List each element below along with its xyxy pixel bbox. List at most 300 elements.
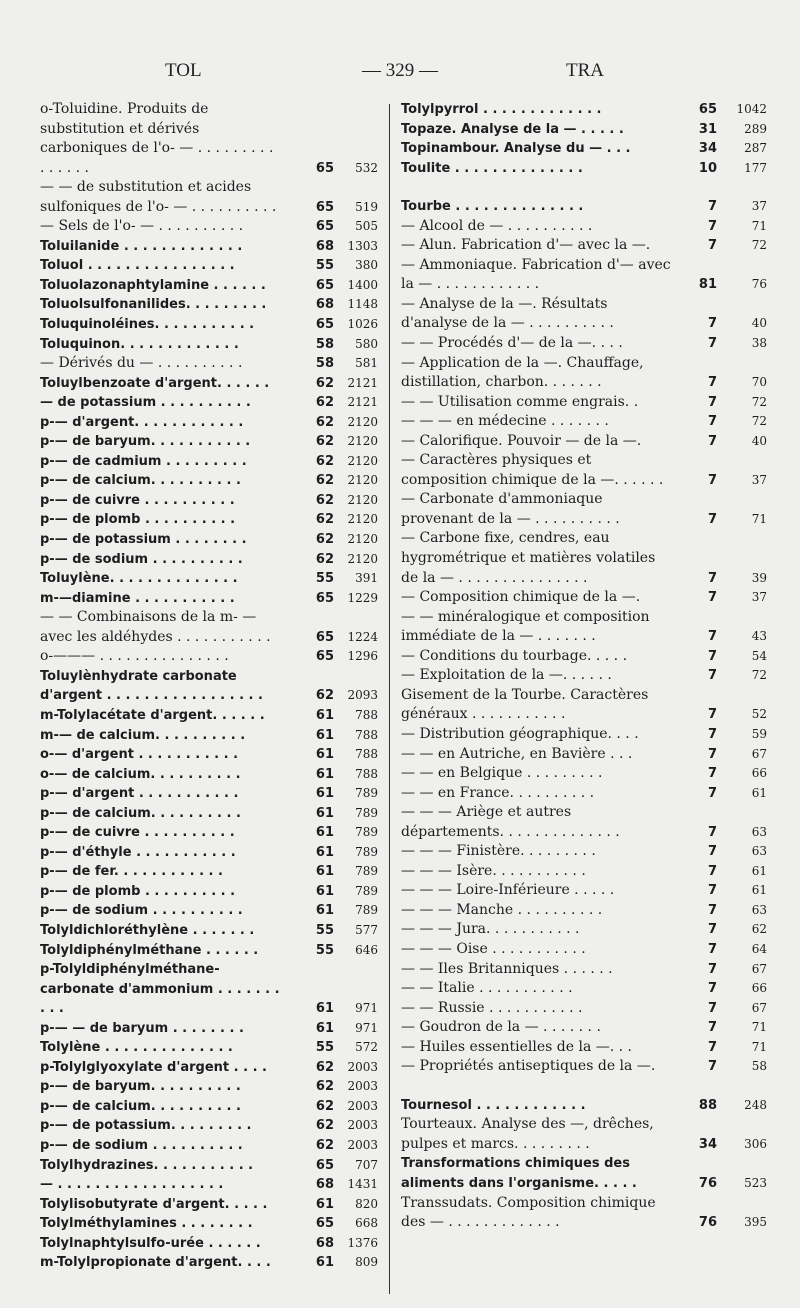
index-entry	[401, 354, 767, 393]
index-entry	[40, 667, 380, 706]
entry-page: 64	[751, 941, 767, 956]
header-left-keyword: TOL	[165, 60, 202, 81]
index-entry	[40, 843, 380, 863]
entry-page: 59	[751, 726, 767, 741]
entry-volume: 61	[315, 1196, 334, 1212]
entry-text: — Alcool de — . . . . . . . . . .	[401, 217, 593, 234]
index-entry	[401, 159, 767, 179]
index-entry	[401, 608, 767, 647]
entry-page: 1224	[347, 629, 378, 644]
index-entry	[40, 784, 380, 804]
entry-volume: 88	[698, 1097, 717, 1113]
entry-volume: 68	[315, 1235, 334, 1251]
entry-page: 971	[355, 1001, 378, 1016]
entry-text: — Ammoniaque. Fabrication d'— avec la — . . . . . . . . . . . .	[401, 256, 671, 293]
index-entry	[401, 588, 767, 608]
index-entry	[401, 901, 767, 921]
entry-text: p-— de fer. . . . . . . . . . . .	[40, 864, 223, 880]
entry-volume: 61	[315, 864, 334, 880]
entry-page: 177	[744, 160, 767, 175]
entry-volume: 58	[315, 356, 334, 372]
entry-page: 71	[751, 1039, 767, 1054]
entry-volume: 68	[315, 297, 334, 313]
entry-text: — — — Finistère. . . . . . . . .	[401, 843, 596, 860]
entry-text: p-— de plomb . . . . . . . . . .	[40, 883, 236, 899]
entry-page: 577	[355, 922, 378, 937]
entry-volume: 62	[315, 395, 334, 411]
entry-page: 63	[751, 902, 767, 917]
entry-page: 39	[751, 570, 767, 585]
entry-text: Toluylènhydrate carbonate d'argent . . . . . . . . . . . . . . . . .	[40, 668, 263, 704]
entry-volume: 7	[707, 824, 717, 840]
entry-page: 380	[355, 258, 378, 273]
index-entry	[40, 1097, 380, 1117]
index-entry	[40, 413, 380, 433]
entry-page: 788	[355, 747, 378, 762]
entry-volume: 7	[707, 316, 717, 332]
entry-text: p-— de sodium . . . . . . . . . .	[40, 551, 243, 567]
entry-text: — de potassium . . . . . . . . . .	[40, 395, 251, 411]
entry-text: p-— de sodium . . . . . . . . . .	[40, 1137, 243, 1153]
entry-text: Toluylène. . . . . . . . . . . . . .	[40, 571, 238, 587]
entry-text: p-— de calcium. . . . . . . . . .	[40, 1098, 241, 1114]
index-entry	[40, 882, 380, 902]
entry-page: 1148	[347, 297, 378, 312]
entry-volume: 61	[315, 766, 334, 782]
entry-volume: 61	[315, 805, 334, 821]
entry-volume: 7	[707, 570, 717, 586]
entry-text: Tourbe . . . . . . . . . . . . . .	[401, 199, 584, 215]
entry-page: 1431	[347, 1177, 378, 1192]
index-entry	[40, 354, 380, 374]
entry-page: 2120	[347, 492, 378, 507]
entry-volume: 62	[315, 688, 334, 704]
entry-volume: 7	[707, 1000, 717, 1016]
entry-text: — Exploitation de la —. . . . . .	[401, 667, 612, 684]
index-entry	[40, 1253, 380, 1273]
index-entry	[401, 979, 767, 999]
entry-text: — Composition chimique de la —.	[401, 589, 641, 606]
index-entry	[401, 881, 767, 901]
entry-text: — Calorifique. Pouvoir — de la —.	[401, 432, 642, 449]
entry-volume: 65	[315, 1216, 334, 1232]
entry-text: Toulite . . . . . . . . . . . . . .	[401, 160, 583, 176]
entry-volume: 58	[315, 336, 334, 352]
entry-volume: 55	[315, 571, 334, 587]
entry-volume: 61	[315, 883, 334, 899]
entry-text: Tolylméthylamines . . . . . . . .	[40, 1216, 253, 1232]
entry-volume: 7	[707, 511, 717, 527]
index-entry	[401, 490, 767, 529]
entry-page: 789	[355, 844, 378, 859]
entry-volume: 65	[315, 649, 334, 665]
index-entry	[40, 1116, 380, 1136]
index-entry	[401, 940, 767, 960]
index-entry	[401, 666, 767, 686]
entry-volume: 55	[315, 942, 334, 958]
entry-text: p-— de cadmium . . . . . . . . .	[40, 453, 247, 469]
index-entry	[401, 236, 767, 256]
index-entry	[40, 237, 380, 257]
entry-text: o-— de calcium. . . . . . . . . .	[40, 766, 241, 782]
index-entry	[401, 1057, 767, 1077]
index-entry	[40, 256, 380, 276]
entry-text: — — de substitution et acides sulfoniques de l'o- — . . . . . . . . . .	[40, 179, 277, 215]
index-entry	[401, 1038, 767, 1058]
index-entry	[401, 1096, 767, 1116]
entry-page: 668	[355, 1216, 378, 1231]
entry-page: 1376	[347, 1235, 378, 1250]
index-entry	[40, 921, 380, 941]
index-entry	[40, 941, 380, 961]
index-column-right	[401, 100, 767, 1233]
entry-page: 37	[751, 472, 767, 487]
entry-text: — — Utilisation comme engrais. .	[401, 393, 639, 410]
entry-text: Tolylnaphtylsulfo-urée . . . . . .	[40, 1235, 261, 1251]
index-entry	[40, 706, 380, 726]
entry-page: 2121	[347, 375, 378, 390]
index-entry	[401, 647, 767, 667]
entry-volume: 7	[707, 648, 717, 664]
index-entry	[401, 217, 767, 237]
entry-page: 820	[355, 1196, 378, 1211]
entry-text: p-— de potassium. . . . . . . . .	[40, 1118, 252, 1134]
index-entry	[401, 745, 767, 765]
entry-volume: 61	[315, 825, 334, 841]
entry-text: m-— de calcium. . . . . . . . . .	[40, 727, 246, 743]
entry-volume: 61	[315, 1001, 334, 1017]
entry-text: m-Tolylacétate d'argent. . . . . .	[40, 707, 265, 723]
entry-page: 646	[355, 942, 378, 957]
entry-text: — — — en médecine . . . . . . .	[401, 413, 609, 430]
entry-page: 395	[744, 1215, 767, 1230]
index-entry	[401, 764, 767, 784]
entry-volume: 62	[315, 1079, 334, 1095]
header-right-keyword: TRA	[566, 60, 604, 81]
entry-page: 2003	[347, 1079, 378, 1094]
entry-text: — Carbonate d'ammoniaque provenant de la — . . . . . . . . . .	[401, 491, 620, 527]
index-entry	[401, 784, 767, 804]
entry-text: Tolylène . . . . . . . . . . . . . .	[40, 1040, 233, 1056]
index-entry	[401, 412, 767, 432]
entry-text: o-Toluidine. Produits de substitution et dérivés carboniques de l'o- — . . . . . . . . . . . . . . .	[40, 101, 274, 176]
index-entry	[40, 1077, 380, 1097]
entry-text: p-— de sodium . . . . . . . . . .	[40, 903, 243, 919]
entry-page: 788	[355, 727, 378, 742]
entry-page: 72	[751, 668, 767, 683]
entry-text: p-— de calcium. . . . . . . . . .	[40, 805, 241, 821]
entry-volume: 65	[315, 1157, 334, 1173]
entry-page: 2093	[347, 688, 378, 703]
entry-volume: 76	[698, 1215, 717, 1231]
entry-page: 72	[751, 414, 767, 429]
entry-volume: 61	[315, 786, 334, 802]
entry-text: Transsudats. Composition chimique des — . . . . . . . . . . . . .	[401, 1194, 656, 1231]
entry-text: p-— de baryum. . . . . . . . . . .	[40, 434, 251, 450]
index-entry	[401, 432, 767, 452]
entry-volume: 10	[698, 160, 717, 176]
entry-page: 2003	[347, 1059, 378, 1074]
entry-volume: 61	[315, 903, 334, 919]
index-entry	[401, 529, 767, 588]
entry-page: 62	[751, 922, 767, 937]
entry-text: p-— d'éthyle . . . . . . . . . . .	[40, 844, 236, 860]
entry-volume: 7	[707, 1039, 717, 1055]
entry-volume: 62	[315, 551, 334, 567]
entry-volume: 55	[315, 922, 334, 938]
index-entry	[40, 550, 380, 570]
index-entry	[40, 647, 380, 667]
entry-text: p-— d'argent . . . . . . . . . . .	[40, 786, 239, 802]
entry-volume: 7	[707, 472, 717, 488]
entry-volume: 62	[315, 532, 334, 548]
entry-page: 61	[751, 785, 767, 800]
entry-volume: 7	[707, 883, 717, 899]
entry-volume: 62	[315, 473, 334, 489]
entry-text: Tolyldiphénylméthane . . . . . .	[40, 942, 259, 958]
index-entry	[401, 1018, 767, 1038]
entry-page: 63	[751, 844, 767, 859]
entry-page: 306	[744, 1136, 767, 1151]
entry-text: p-— de potassium . . . . . . . .	[40, 532, 247, 548]
entry-text: Topaze. Analyse de la — . . . . .	[401, 121, 624, 137]
entry-volume: 62	[315, 1118, 334, 1134]
entry-text: m-Tolylpropionate d'argent. . . .	[40, 1255, 271, 1271]
entry-page: 505	[355, 219, 378, 234]
entry-volume: 65	[315, 199, 334, 215]
entry-volume: 7	[707, 766, 717, 782]
index-entry	[40, 726, 380, 746]
entry-page: 523	[744, 1175, 767, 1190]
entry-volume: 7	[707, 902, 717, 918]
entry-text: — — — Ariège et autres départements. . . . . . . . . . . . . .	[401, 804, 620, 840]
entry-text: p-Tolyldiphénylméthane-carbonate d'ammonium . . . . . . . . . .	[40, 962, 280, 1017]
entry-volume: 61	[315, 1255, 334, 1271]
entry-text: — — — Isère. . . . . . . . . . .	[401, 862, 586, 879]
index-entry	[40, 608, 380, 647]
index-entry	[401, 451, 767, 490]
index-entry	[40, 589, 380, 609]
entry-text: o-— d'argent . . . . . . . . . . .	[40, 747, 239, 763]
index-entry	[40, 765, 380, 785]
entry-volume: 7	[707, 785, 717, 801]
entry-text: — — — Manche . . . . . . . . . .	[401, 901, 603, 918]
entry-text: p-— — de baryum . . . . . . . .	[40, 1020, 244, 1036]
index-entry	[401, 393, 767, 413]
entry-page: 52	[751, 707, 767, 722]
index-entry	[40, 491, 380, 511]
entry-page: 2120	[347, 551, 378, 566]
entry-page: 61	[751, 883, 767, 898]
index-entry	[40, 1136, 380, 1156]
entry-volume: 61	[315, 844, 334, 860]
entry-page: 2003	[347, 1118, 378, 1133]
entry-volume: 65	[315, 160, 334, 176]
entry-text: — — Russie . . . . . . . . . . .	[401, 999, 583, 1016]
entry-page: 2120	[347, 473, 378, 488]
entry-page: 789	[355, 903, 378, 918]
entry-text: — — en Autriche, en Bavière . . .	[401, 745, 633, 762]
entry-page: 532	[355, 160, 378, 175]
index-entry	[40, 569, 380, 589]
entry-volume: 7	[707, 746, 717, 762]
entry-page: 72	[751, 238, 767, 253]
entry-volume: 7	[707, 707, 717, 723]
index-entry	[401, 256, 767, 295]
entry-text: m-—diamine . . . . . . . . . . .	[40, 590, 235, 606]
entry-page: 2120	[347, 414, 378, 429]
entry-page: 40	[751, 433, 767, 448]
entry-volume: 62	[315, 453, 334, 469]
entry-text: p-Tolylglyoxylate d'argent . . . .	[40, 1059, 267, 1075]
entry-page: 76	[751, 277, 767, 292]
entry-volume: 55	[315, 1040, 334, 1056]
entry-page: 66	[751, 766, 767, 781]
index-entry	[40, 374, 380, 394]
entry-page: 2120	[347, 512, 378, 527]
index-entry	[40, 1038, 380, 1058]
index-entry	[40, 862, 380, 882]
entry-page: 67	[751, 746, 767, 761]
entry-text: — Caractères physiques et composition chimique de la —. . . . . .	[401, 452, 664, 488]
entry-text: Tournesol . . . . . . . . . . . .	[401, 1097, 586, 1113]
entry-text: p-— de plomb . . . . . . . . . .	[40, 512, 236, 528]
entry-page: 289	[744, 121, 767, 136]
entry-text: p-— de baryum. . . . . . . . . .	[40, 1079, 241, 1095]
entry-page: 1026	[347, 317, 378, 332]
entry-text: — — Italie . . . . . . . . . . .	[401, 980, 573, 997]
column-divider	[389, 104, 390, 1294]
entry-text: Toluquinoléines. . . . . . . . . . .	[40, 317, 255, 333]
entry-page: 580	[355, 336, 378, 351]
entry-volume: 7	[707, 981, 717, 997]
entry-volume: 81	[698, 277, 717, 293]
entry-volume: 62	[315, 512, 334, 528]
entry-page: 2120	[347, 532, 378, 547]
index-entry	[40, 510, 380, 530]
entry-volume: 7	[707, 941, 717, 957]
entry-volume: 7	[707, 922, 717, 938]
entry-volume: 62	[315, 1098, 334, 1114]
entry-volume: 7	[707, 844, 717, 860]
index-entry	[40, 295, 380, 315]
entry-volume: 65	[698, 102, 717, 117]
page-number: — 329 —	[362, 60, 438, 81]
entry-page: 519	[355, 199, 378, 214]
entry-page: 788	[355, 707, 378, 722]
entry-text: — Analyse de la —. Résultats d'analyse de la — . . . . . . . . . .	[401, 295, 614, 332]
entry-page: 391	[355, 571, 378, 586]
entry-page: 54	[751, 648, 767, 663]
entry-volume: 7	[707, 414, 717, 430]
entry-page: 788	[355, 766, 378, 781]
entry-volume: 7	[707, 199, 717, 215]
entry-page: 43	[751, 629, 767, 644]
entry-text: — — Procédés d'— de la —. . . .	[401, 335, 623, 352]
entry-text: Tolylpyrrol . . . . . . . . . . . . .	[401, 102, 602, 117]
section-gap	[401, 1077, 761, 1096]
entry-text: Transformations chimiques des aliments dans l'organisme. . . . .	[401, 1156, 637, 1191]
entry-page: 248	[744, 1097, 767, 1112]
entry-page: 1303	[347, 238, 378, 253]
index-entry	[40, 1058, 380, 1078]
entry-text: — — — Loire-Inférieure . . . . .	[401, 882, 615, 899]
entry-volume: 31	[698, 121, 717, 137]
entry-page: 2003	[347, 1098, 378, 1113]
index-entry	[40, 1234, 380, 1254]
entry-volume: 7	[707, 336, 717, 352]
index-entry	[401, 120, 767, 140]
entry-volume: 7	[707, 238, 717, 254]
entry-text: — Alun. Fabrication d'— avec la —.	[401, 237, 651, 254]
entry-page: 72	[751, 394, 767, 409]
entry-page: 67	[751, 961, 767, 976]
entry-volume: 7	[707, 1059, 717, 1075]
entry-page: 1042	[736, 102, 767, 116]
entry-text: Toluol . . . . . . . . . . . . . . . .	[40, 258, 235, 274]
index-entry	[40, 1175, 380, 1195]
entry-page: 70	[751, 375, 767, 390]
entry-volume: 7	[707, 1020, 717, 1036]
entry-volume: 61	[315, 1020, 334, 1036]
entry-volume: 62	[315, 1059, 334, 1075]
index-entry	[40, 315, 380, 335]
entry-page: 572	[355, 1040, 378, 1055]
entry-text: — Distribution géographique. . . .	[401, 725, 639, 742]
index-entry	[40, 452, 380, 472]
entry-page: 40	[751, 316, 767, 331]
section-gap	[401, 178, 761, 197]
entry-text: — — Combinaisons de la m- — avec les aldéhydes . . . . . . . . . . .	[40, 609, 271, 645]
entry-text: — — minéralogique et composition immédiate de la — . . . . . . .	[401, 608, 650, 645]
entry-page: 2120	[347, 453, 378, 468]
entry-page: 2120	[347, 434, 378, 449]
entry-text: Toluolsulfonanilides. . . . . . . . .	[40, 297, 267, 313]
index-entry	[40, 1019, 380, 1039]
index-entry	[40, 393, 380, 413]
entry-page: 71	[751, 511, 767, 526]
index-entry	[40, 276, 380, 296]
entry-volume: 7	[707, 629, 717, 645]
index-entry	[401, 803, 767, 842]
entry-page: 1296	[347, 649, 378, 664]
index-entry	[40, 901, 380, 921]
entry-page: 789	[355, 883, 378, 898]
entry-volume: 65	[315, 219, 334, 235]
entry-text: — — Iles Britanniques . . . . . .	[401, 960, 613, 977]
index-entry	[401, 1154, 767, 1193]
entry-text: p-— de calcium. . . . . . . . . .	[40, 473, 241, 489]
entry-page: 71	[751, 218, 767, 233]
index-entry	[40, 530, 380, 550]
entry-volume: 7	[707, 394, 717, 410]
entry-volume: 7	[707, 218, 717, 234]
entry-page: 2003	[347, 1137, 378, 1152]
entry-volume: 34	[698, 1136, 717, 1152]
entry-page: 581	[355, 356, 378, 371]
index-entry	[401, 725, 767, 745]
index-entry	[40, 217, 380, 237]
entry-volume: 7	[707, 961, 717, 977]
index-entry	[40, 823, 380, 843]
entry-volume: 62	[315, 1137, 334, 1153]
entry-volume: 76	[698, 1175, 717, 1191]
entry-page: 789	[355, 786, 378, 801]
index-entry	[401, 139, 767, 159]
entry-text: — Dérivés du — . . . . . . . . . .	[40, 355, 243, 372]
index-column-left	[40, 100, 380, 1273]
entry-text: — Sels de l'o- — . . . . . . . . . .	[40, 218, 244, 235]
